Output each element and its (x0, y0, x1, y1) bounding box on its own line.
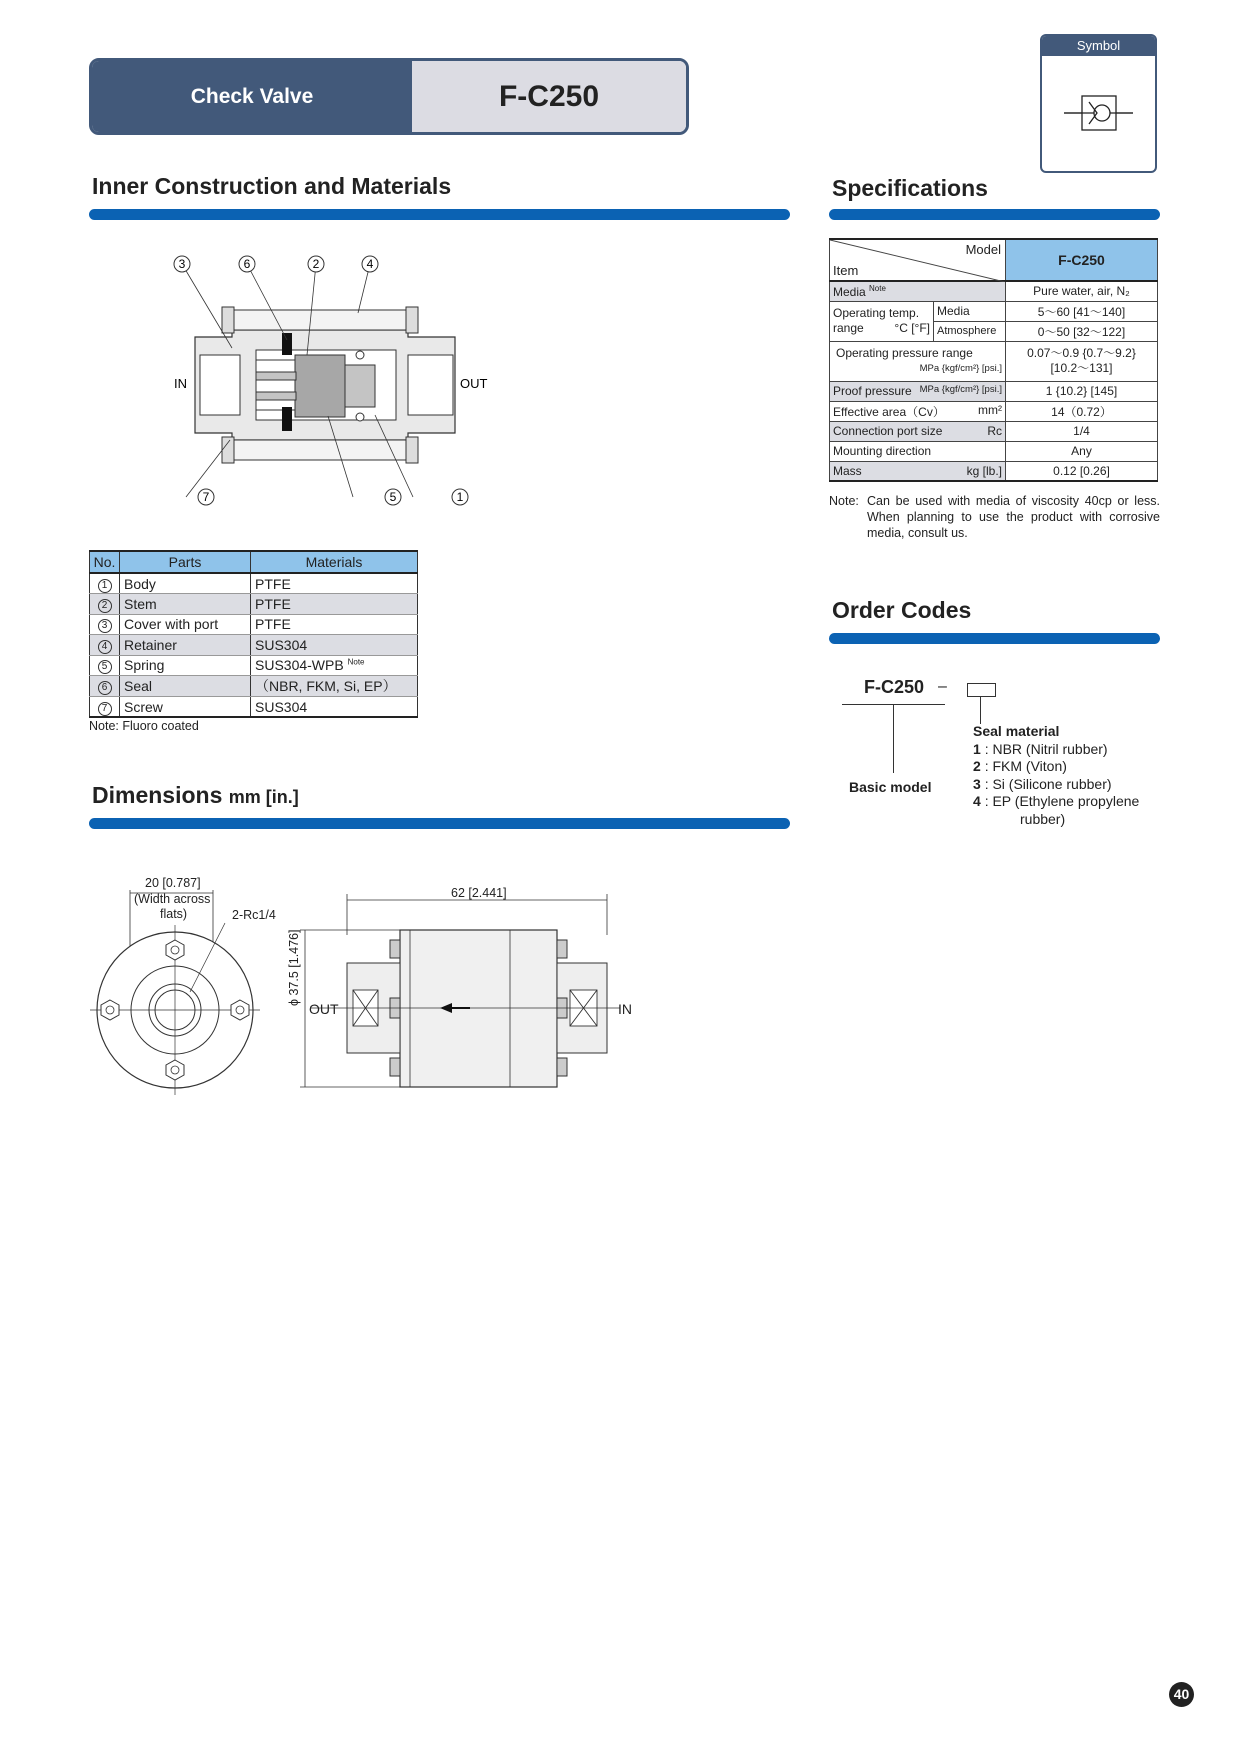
symbol-label: Symbol (1042, 36, 1155, 56)
model-title: F-C250 (412, 61, 686, 132)
section-bar (89, 818, 790, 829)
col-materials: Materials (251, 551, 418, 573)
callout-2: 2 (312, 257, 320, 271)
order-codes-title: Order Codes (832, 597, 972, 623)
product-type: Check Valve (92, 61, 412, 132)
section-bar (89, 209, 790, 220)
side-in-label: IN (618, 1001, 632, 1017)
page-number: 40 (1169, 1682, 1194, 1707)
dim-across-flats-note2: flats) (160, 907, 188, 921)
table-row: 5 Spring SUS304-WPB $^{Note}$ (90, 655, 418, 676)
dimensions-title: Dimensions mm [in.] (92, 782, 299, 808)
diagram-in-label: IN (174, 376, 187, 391)
section-bar (829, 209, 1160, 220)
title-block (89, 58, 689, 135)
check-valve-symbol-icon (1042, 56, 1155, 171)
dim-length: 62 [2.441] (451, 886, 507, 900)
inner-construction-title: Inner Construction and Materials (92, 173, 452, 199)
callout-7: 7 (202, 490, 210, 504)
callout-3: 3 (178, 257, 186, 271)
order-code-box (967, 683, 996, 697)
dim-across-flats: 20 [0.787] (145, 876, 201, 890)
table-row: 7 Screw SUS304 (90, 697, 418, 718)
col-parts: Parts (120, 551, 251, 573)
order-leader-basic (893, 704, 894, 773)
specifications-title: Specifications (832, 175, 988, 201)
specs-note: Note: Can be used with media of viscosity 40cp or less. When planning to use the product with corrosive media, consult us. (829, 494, 1160, 540)
dim-port: 2-Rc1/4 (232, 908, 276, 922)
table-row: 3 Cover with port PTFE (90, 614, 418, 635)
seal-material-block: Seal material 1 : NBR (Nitril rubber) 2 : FKM (Viton) 3 : Si (Silicone rubber) 4 : EP (Ethylene propylene rubber) (973, 723, 1140, 827)
parts-note: Note: Fluoro coated (89, 719, 199, 733)
table-row: 1 Body PTFE (90, 573, 418, 594)
dim-across-flats-note1: (Width across (134, 892, 211, 906)
callout-6: 6 (243, 257, 251, 271)
symbol-box (1040, 34, 1157, 173)
col-no: No. (90, 551, 120, 573)
callout-4: 4 (366, 257, 374, 271)
basic-model-label: Basic model (849, 779, 932, 795)
section-bar (829, 633, 1160, 644)
diagram-out-label: OUT (460, 376, 488, 391)
side-view-drawing (300, 880, 630, 1095)
callout-5: 5 (389, 490, 397, 504)
callout-1: 1 (456, 490, 464, 504)
order-dash: – (938, 678, 947, 695)
spec-model-value: F-C250 (1006, 239, 1158, 281)
order-leader-seal (980, 697, 981, 724)
specs-table: Model Item F-C250 Media $^{Note}$ Pure water, air, N₂ Operating temp. range °C [°F] Media 5～60 [41～140] Atmosphere 0～50 [32～122] Operating pressure range MPa {kgf/cm²} [psi.] 0.07～0.9 {0.7～9.2} [10.2～131] Proof pressure MPa {kgf/cm²} [psi.] 1 {10.2} [145] Effective area（Cv） mm² 14（0.72） Connection port size Rc 1/4 Mounting direction Any Mass kg [lb.] 0.12 [0.26] (829, 238, 1158, 482)
construction-diagram (160, 250, 490, 515)
table-row: 6 Seal （NBR, FKM, Si, EP） (90, 676, 418, 697)
table-row: 2 Stem PTFE (90, 594, 418, 615)
table-row: 4 Retainer SUS304 (90, 635, 418, 656)
dim-diameter: ϕ 37.5 [1.476] (287, 929, 301, 1006)
side-out-label: OUT (309, 1001, 339, 1017)
parts-table (89, 550, 418, 718)
order-model: F-C250 (864, 677, 925, 697)
